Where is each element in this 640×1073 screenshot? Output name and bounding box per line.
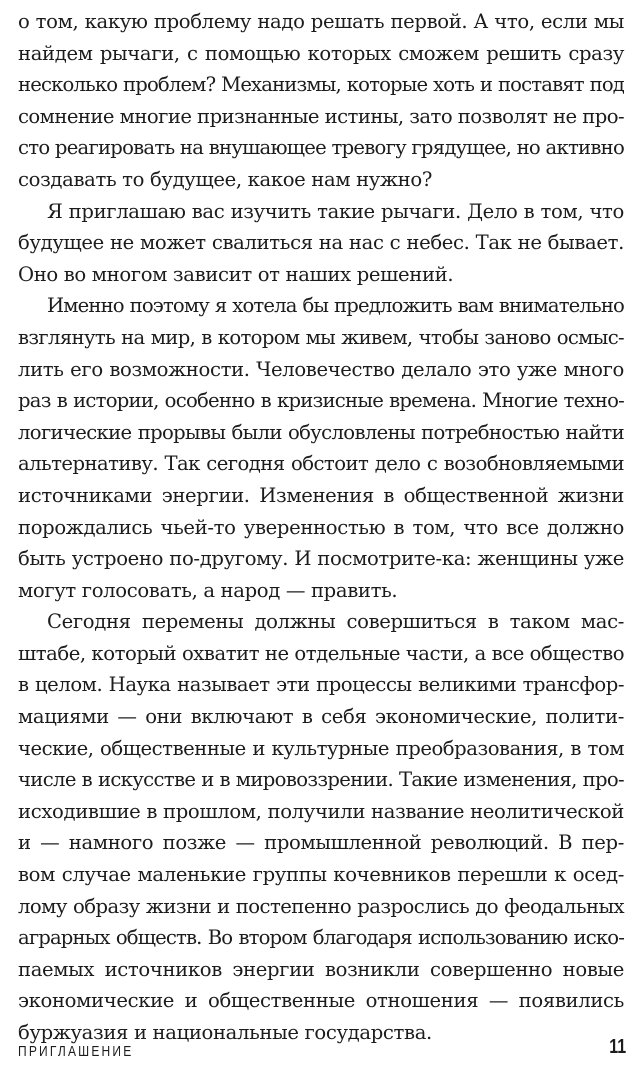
- text-line: лить его возможности. Человечество делало это уже много: [18, 357, 624, 381]
- paragraph-2: [18, 196, 624, 291]
- text-line: сто реагировать на внушающее тревогу грядущее, но активно: [18, 136, 624, 160]
- text-line: аграрных обществ. Во втором благодаря использованию иско-: [18, 926, 624, 950]
- text-line: Оно во многом зависит от наших решений.: [18, 262, 454, 286]
- running-footer-section-label: ПРИГЛАШЕНИЕ: [18, 1042, 134, 1060]
- text-line: экономические и общественные отношения — появились: [18, 989, 624, 1013]
- page-number: 11: [609, 1036, 626, 1058]
- text-line: логические прорывы были обусловлены потребностью найти: [18, 420, 624, 444]
- text-line: будущее не может свалиться на нас с небес. Так не бывает.: [18, 231, 624, 255]
- paragraph-3: [18, 290, 624, 606]
- paragraph-1: [18, 6, 624, 196]
- text-line: мациями — они включают в себя экономические, полити-: [18, 705, 624, 729]
- text-line: вом случае маленькие группы кочевников перешли к осед-: [18, 863, 624, 887]
- page-body: [18, 6, 624, 1049]
- text-line: могут голосовать, а народ — править.: [18, 578, 398, 602]
- text-line: порождались чьей-то уверенностью в том, что все должно: [18, 515, 624, 539]
- text-line: источниками энергии. Изменения в общественной жизни: [18, 483, 624, 507]
- text-line: быть устроено по-другому. И посмотрите-ка: женщины уже: [18, 547, 624, 571]
- text-line: паемых источников энергии возникли совершенно новые: [18, 957, 624, 981]
- text-line: Именно поэтому я хотела бы предложить вам внимательно: [47, 294, 624, 318]
- text-line: найдем рычаги, с помощью которых сможем решить сразу: [18, 41, 624, 65]
- text-line: Я приглашаю вас изучить такие рычаги. Дело в том, что: [47, 199, 624, 223]
- text-line: создавать то будущее, какое нам нужно?: [18, 167, 432, 191]
- text-line: и — намного позже — промышленной революций. В пер-: [18, 831, 624, 855]
- text-line: раз в истории, особенно в кризисные времена. Многие техно-: [18, 389, 624, 413]
- text-line: Сегодня перемены должны совершиться в таком мас-: [47, 610, 624, 634]
- text-line: взглянуть на мир, в котором мы живем, чтобы заново осмыс-: [18, 325, 624, 349]
- paragraph-4: [18, 606, 624, 1048]
- text-line: исходившие в прошлом, получили название неолитической: [18, 799, 624, 823]
- text-line: несколько проблем? Механизмы, которые хоть и поставят под: [18, 73, 624, 97]
- text-line: альтернативу. Так сегодня обстоит дело с возобновляемыми: [18, 452, 624, 476]
- text-line: в целом. Наука называет эти процессы великими трансфор-: [18, 673, 624, 697]
- text-line: числе в искусстве и в мировоззрении. Такие изменения, про-: [18, 768, 624, 792]
- text-line: лому образу жизни и постепенно разрослись до феодальных: [18, 894, 624, 918]
- text-line: о том, какую проблему надо решать первой. А что, если мы: [18, 10, 624, 33]
- text-line: ческие, общественные и культурные преобразования, в том: [18, 736, 624, 760]
- text-line: буржуазия и национальные государства.: [18, 1021, 432, 1044]
- text-line: сомнение многие признанные истины, зато позволят не про-: [18, 104, 625, 128]
- text-line: штабе, который охватит не отдельные части, а все общество: [18, 641, 625, 665]
